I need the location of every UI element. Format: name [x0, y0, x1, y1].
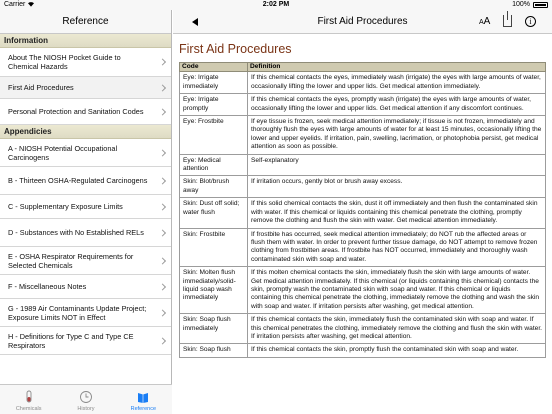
sidebar-title: Reference [0, 10, 171, 34]
chevron-right-icon [159, 229, 166, 236]
detail-pane [173, 10, 552, 414]
sidebar-item-label: About The NIOSH Pocket Guide to Chemical Hazards [8, 53, 121, 71]
section-header-appendicies: Appendicies [0, 125, 171, 139]
sidebar-item-label: First Aid Procedures [8, 83, 74, 92]
chevron-right-icon [159, 84, 166, 91]
tab-label: Reference [130, 406, 157, 412]
book-icon [136, 390, 150, 404]
sidebar-item-first-aid[interactable] [0, 77, 171, 99]
sidebar-item-appendix-f[interactable] [0, 275, 171, 299]
sidebar-item-label: B - Thirteen OSHA-Regulated Carcinogens [8, 176, 148, 185]
code-cell: Skin: Blot/brush away [180, 176, 248, 198]
tab-history[interactable] [57, 385, 114, 414]
code-cell: Skin: Soap flush [180, 344, 248, 357]
tab-label: Chemicals [15, 406, 42, 412]
clock-icon [79, 390, 93, 404]
definition-cell: If this chemical contacts the skin, immediately flush the contaminated skin with soap and water. If this chemical penetrates the clothing, immediately remove the clothing and flush the skin with water. If irritation persists after washing, get medical attention. [248, 314, 546, 344]
nav-title: First Aid Procedures [317, 16, 408, 27]
status-bar [0, 0, 552, 10]
sidebar-item-appendix-g[interactable] [0, 299, 171, 327]
sidebar-item-label: E - OSHA Respirator Requirements for Selected Chemicals [8, 251, 134, 270]
table-row [180, 267, 546, 314]
share-icon[interactable] [503, 15, 512, 27]
sidebar-item-personal-protection[interactable] [0, 99, 171, 125]
table-row [180, 228, 546, 267]
tab-reference[interactable] [115, 385, 172, 414]
chevron-right-icon [159, 337, 166, 344]
chevron-right-icon [159, 58, 166, 65]
code-cell: Eye: Frostbite [180, 116, 248, 155]
content-area[interactable] [173, 34, 552, 358]
definition-cell: If this chemical contacts the eyes, immediately wash (irrigate) the eyes with large amounts of water, occasionally lifting the lower and upper lids. Get medical attention immediately. [248, 72, 546, 94]
table-row [180, 72, 546, 94]
table-row [180, 198, 546, 228]
sidebar-item-appendix-c[interactable] [0, 195, 171, 219]
table-row [180, 154, 546, 176]
definition-cell: If this chemical contacts the skin, promptly flush the contaminated skin with soap and water. [248, 344, 546, 357]
test-tube-icon [22, 390, 36, 404]
table-row [180, 344, 546, 357]
definition-cell: Self-explanatory [248, 154, 546, 176]
sidebar-item-appendix-d[interactable] [0, 219, 171, 247]
table-row [180, 116, 546, 155]
sidebar-item-about[interactable] [0, 48, 171, 77]
status-time: 2:02 PM [262, 1, 290, 8]
column-header-definition: Definition [248, 63, 546, 72]
code-cell: Skin: Molten flush immediately/solid-liquid soap wash immediately [180, 267, 248, 314]
sidebar-item-appendix-a[interactable] [0, 139, 171, 167]
sidebar-item-appendix-h[interactable] [0, 327, 171, 355]
first-aid-table [179, 62, 546, 358]
definition-cell: If eye tissue is frozen, seek medical attention immediately; if tissue is not frozen, immediately and thoroughly flush the eyes with large amounts of water for at least 15 minutes, occasionally lifting the lower and upper eyelids. If irritation, pain, swelling, lacrimation, or photophobia persist, get medical attention as soon as possible. [248, 116, 546, 155]
font-size-icon[interactable]: AA [479, 16, 491, 27]
definition-cell: If this molten chemical contacts the skin, immediately flush the skin with large amounts of water. Get medical attention immediately. If this chemical (or liquids containing this chemical) contacts the skin, promptly wash the contaminated skin with soap and water. If this chemical or liquids containing this chemical penetrate the clothing, immediately remove the clothing and wash the skin with soap and water. If irritation persists after washing, get medical attention. [248, 267, 546, 314]
page-title: First Aid Procedures [179, 42, 292, 56]
definition-cell: If this solid chemical contacts the skin, dust it off immediately and then flush the contaminated skin with water. If this chemical or liquids containing this chemical penetrate the clothing, promptly remove the clothing and flush the skin with water. Get medical attention immediately. [248, 198, 546, 228]
sidebar-item-label: C - Supplementary Exposure Limits [8, 202, 123, 211]
sidebar-item-label: H - Definitions for Type C and Type CE Respirators [8, 331, 134, 350]
detail-nav-bar [173, 10, 552, 34]
code-cell: Skin: Dust off solid; water flush [180, 198, 248, 228]
section-header-information: Information [0, 34, 171, 48]
sidebar-item-label: F - Miscellaneous Notes [8, 282, 87, 291]
battery-icon [533, 2, 548, 8]
sidebar-item-label: D - Substances with No Established RELs [8, 228, 144, 237]
code-cell: Skin: Soap flush immediately [180, 314, 248, 344]
sidebar-item-label: Personal Protection and Sanitation Codes [8, 107, 144, 116]
column-header-code: Code [180, 63, 248, 72]
code-cell: Eye: Irrigate promptly [180, 94, 248, 116]
code-cell: Skin: Frostbite [180, 228, 248, 267]
chevron-right-icon [159, 149, 166, 156]
battery-percent: 100% [512, 1, 530, 8]
chevron-right-icon [159, 257, 166, 264]
definition-cell: If this chemical contacts the eyes, promptly wash (irrigate) the eyes with large amounts of water, occasionally lifting the lower and upper lids. Get medical attention if any discomfort continues. [248, 94, 546, 116]
tab-chemicals[interactable] [0, 385, 57, 414]
table-row [180, 314, 546, 344]
chevron-right-icon [159, 108, 166, 115]
table-row [180, 94, 546, 116]
table-header-row [180, 63, 546, 72]
carrier-label: Carrier [4, 0, 35, 10]
chevron-right-icon [159, 177, 166, 184]
sidebar-item-label: G - 1989 Air Contaminants Update Project; Exposure Limits NOT in Effect [8, 303, 147, 322]
table-row [180, 176, 546, 198]
chevron-right-icon [159, 203, 166, 210]
code-cell: Eye: Irrigate immediately [180, 72, 248, 94]
tab-bar [0, 384, 172, 414]
tab-label: History [77, 406, 95, 412]
chevron-right-icon [159, 309, 166, 316]
definition-cell: If irritation occurs, gently blot or brush away excess. [248, 176, 546, 198]
sidebar-item-label: A - NIOSH Potential Occupational Carcinogens [8, 143, 118, 162]
sidebar-item-appendix-b[interactable] [0, 167, 171, 195]
sidebar-item-appendix-e[interactable] [0, 247, 171, 275]
info-icon[interactable]: i [525, 16, 536, 27]
chevron-right-icon [159, 283, 166, 290]
code-cell: Eye: Medical attention [180, 154, 248, 176]
reference-sidebar [0, 10, 172, 414]
definition-cell: If frostbite has occurred, seek medical attention immediately; do NOT rub the affected areas or flush them with water. In order to prevent further tissue damage, do NOT attempt to remove frozen clothing from frostbitten areas. If frostbite has NOT occurred, immediately and thoroughly wash contaminated skin with soap and water. [248, 228, 546, 267]
